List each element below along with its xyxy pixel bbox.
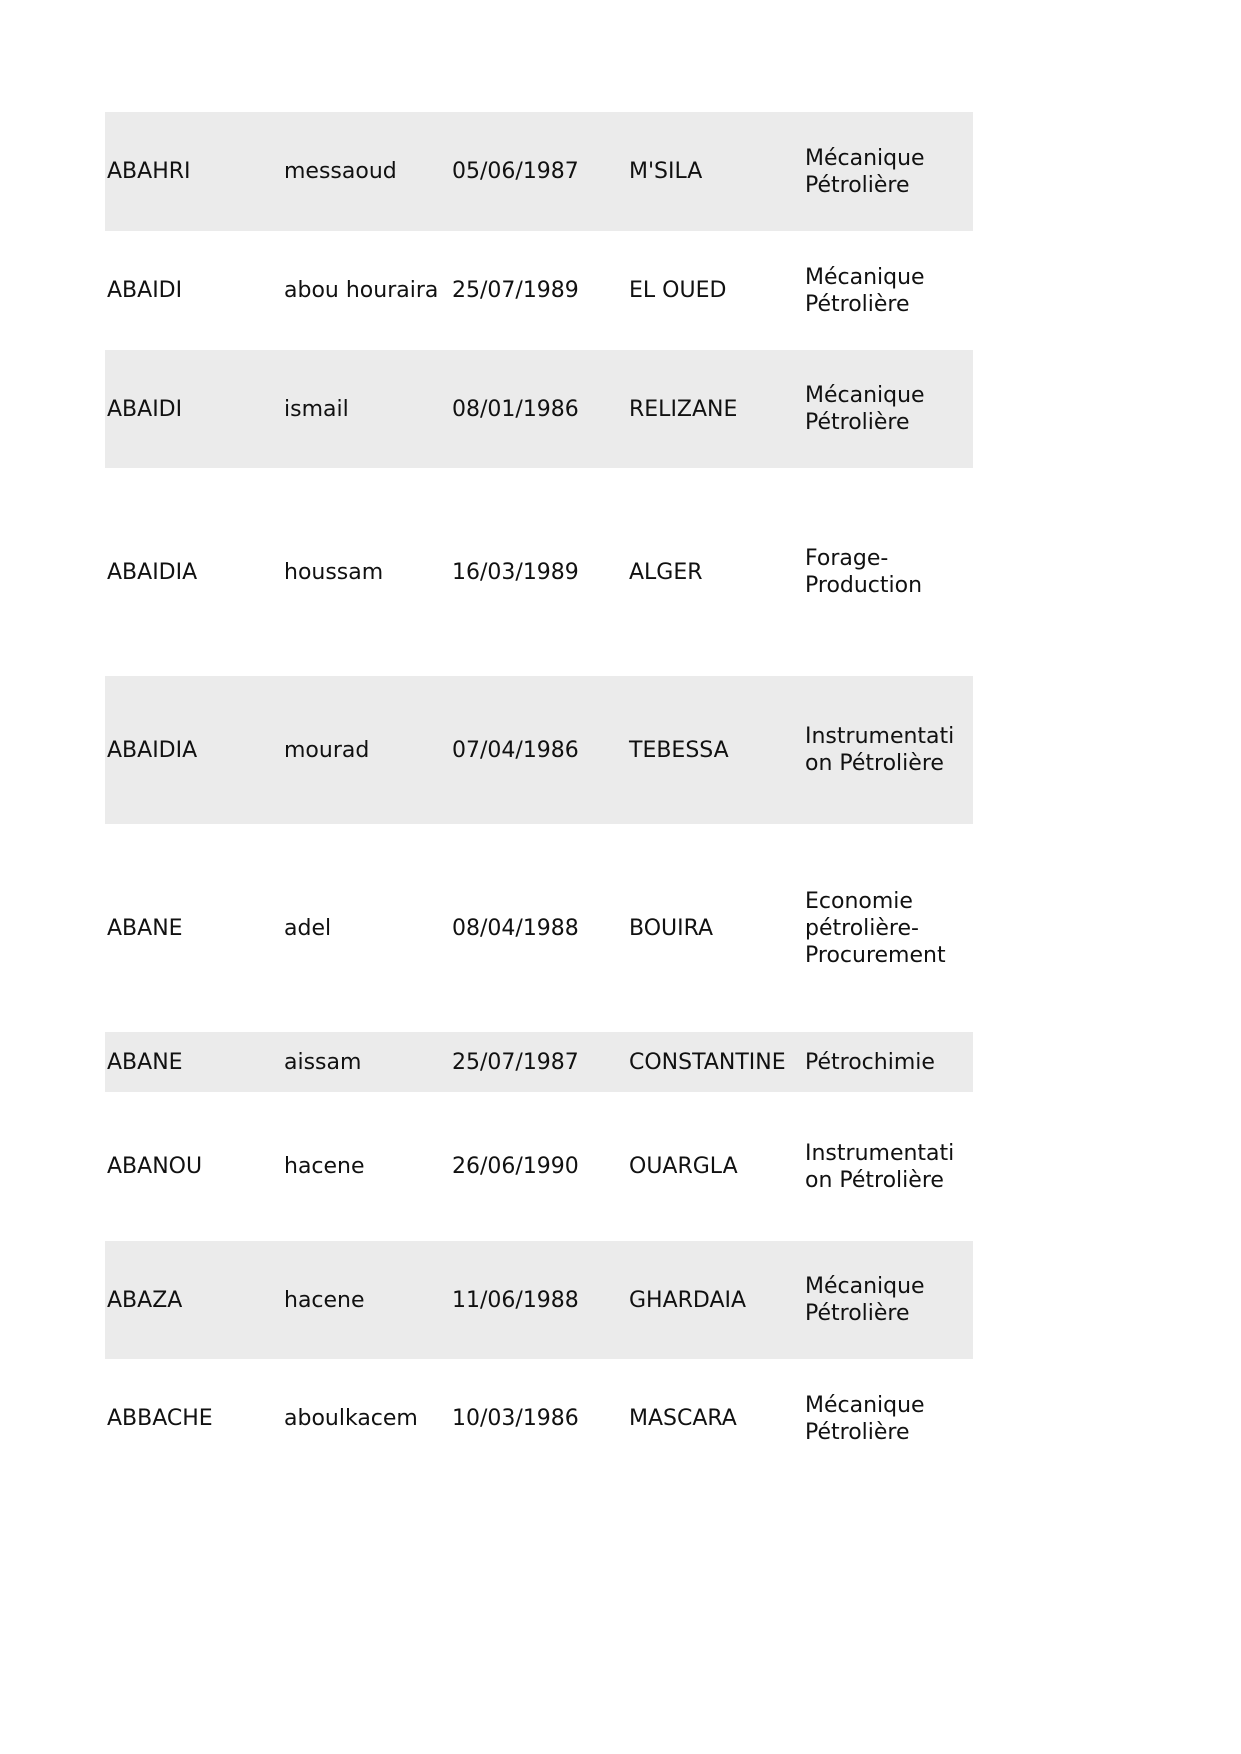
wilaya-cell: MASCARA bbox=[629, 1406, 737, 1431]
specialty-line: Pétrolière bbox=[805, 291, 910, 317]
table-row bbox=[105, 350, 973, 468]
table-row bbox=[105, 1092, 973, 1241]
specialty-line: Pétrolière bbox=[805, 1419, 910, 1445]
birth-date-cell: 16/03/1989 bbox=[452, 559, 579, 585]
birth-date-cell: 11/06/1988 bbox=[452, 1287, 579, 1313]
specialty-line: Production bbox=[805, 573, 923, 598]
first-name-cell: hacene bbox=[284, 1287, 365, 1313]
specialty-line: Mécanique bbox=[805, 1392, 925, 1418]
specialty-line: Pétrochimie bbox=[805, 1049, 935, 1075]
table-row bbox=[105, 231, 973, 350]
first-name-cell: aissam bbox=[284, 1049, 362, 1075]
specialty-line: Economie bbox=[805, 888, 913, 914]
students-table bbox=[105, 112, 973, 1478]
table-row bbox=[105, 112, 973, 231]
last-name-cell: ABAZA bbox=[107, 1287, 183, 1313]
birth-date-cell: 07/04/1986 bbox=[452, 737, 579, 763]
specialty-line: Pétrolière bbox=[805, 172, 910, 198]
first-name-cell: messaoud bbox=[284, 159, 397, 184]
wilaya-cell: M'SILA bbox=[629, 159, 703, 184]
specialty-cell bbox=[803, 545, 973, 599]
last-name-cell: ABAHRI bbox=[107, 159, 191, 184]
table-row bbox=[105, 824, 973, 1032]
table-row bbox=[105, 1032, 973, 1092]
first-name-cell: hacene bbox=[284, 1154, 365, 1179]
specialty-line: Mécanique bbox=[805, 383, 925, 408]
wilaya-cell: GHARDAIA bbox=[629, 1287, 747, 1313]
wilaya-cell: EL OUED bbox=[629, 278, 727, 303]
last-name-cell: ABBACHE bbox=[107, 1406, 213, 1431]
first-name-cell: aboulkacem bbox=[284, 1406, 418, 1431]
specialty-line: Procurement bbox=[805, 942, 946, 968]
specialty-line: Instrumentati bbox=[805, 1140, 955, 1166]
specialty-line: Mécanique bbox=[805, 264, 925, 290]
last-name-cell: ABAIDI bbox=[107, 396, 183, 422]
specialty-line: Pétrolière bbox=[805, 1301, 910, 1326]
wilaya-cell: OUARGLA bbox=[629, 1154, 738, 1179]
last-name-cell: ABANE bbox=[107, 915, 183, 941]
table-row bbox=[105, 1241, 973, 1359]
wilaya-cell: ALGER bbox=[629, 559, 703, 585]
specialty-cell bbox=[803, 723, 973, 777]
specialty-line: Instrumentati bbox=[805, 724, 955, 749]
last-name-cell: ABAIDIA bbox=[107, 737, 198, 763]
specialty-line: pétrolière- bbox=[805, 915, 919, 941]
table-row bbox=[105, 676, 973, 824]
wilaya-cell: BOUIRA bbox=[629, 915, 714, 941]
specialty-cell bbox=[803, 888, 973, 969]
first-name-cell: houssam bbox=[284, 559, 384, 585]
birth-date-cell: 25/07/1987 bbox=[452, 1049, 579, 1075]
birth-date-cell: 10/03/1986 bbox=[452, 1406, 579, 1431]
specialty-cell bbox=[803, 382, 973, 436]
first-name-cell: mourad bbox=[284, 737, 370, 763]
last-name-cell: ABANE bbox=[107, 1049, 183, 1075]
last-name-cell: ABAIDIA bbox=[107, 559, 198, 585]
birth-date-cell: 05/06/1987 bbox=[452, 159, 579, 184]
specialty-line: Forage- bbox=[805, 546, 889, 571]
wilaya-cell: CONSTANTINE bbox=[629, 1049, 786, 1075]
specialty-cell bbox=[803, 264, 973, 318]
specialty-cell bbox=[803, 1392, 973, 1446]
table-row bbox=[105, 468, 973, 676]
birth-date-cell: 08/01/1986 bbox=[452, 396, 579, 422]
specialty-cell bbox=[803, 1140, 973, 1194]
specialty-line: on Pétrolière bbox=[805, 751, 944, 776]
specialty-line: Pétrolière bbox=[805, 410, 910, 435]
specialty-cell bbox=[803, 145, 973, 199]
specialty-line: Mécanique bbox=[805, 1274, 925, 1299]
specialty-line: Mécanique bbox=[805, 145, 925, 171]
specialty-cell bbox=[803, 1273, 973, 1327]
specialty-cell bbox=[803, 1049, 973, 1076]
last-name-cell: ABAIDI bbox=[107, 278, 183, 303]
birth-date-cell: 25/07/1989 bbox=[452, 278, 579, 303]
table-row bbox=[105, 1359, 973, 1478]
birth-date-cell: 26/06/1990 bbox=[452, 1154, 579, 1179]
wilaya-cell: TEBESSA bbox=[629, 737, 729, 763]
first-name-cell: abou houraira bbox=[284, 278, 439, 303]
birth-date-cell: 08/04/1988 bbox=[452, 915, 579, 941]
last-name-cell: ABANOU bbox=[107, 1154, 203, 1179]
first-name-cell: ismail bbox=[284, 396, 349, 422]
wilaya-cell: RELIZANE bbox=[629, 396, 738, 422]
first-name-cell: adel bbox=[284, 915, 332, 941]
specialty-line: on Pétrolière bbox=[805, 1167, 944, 1193]
